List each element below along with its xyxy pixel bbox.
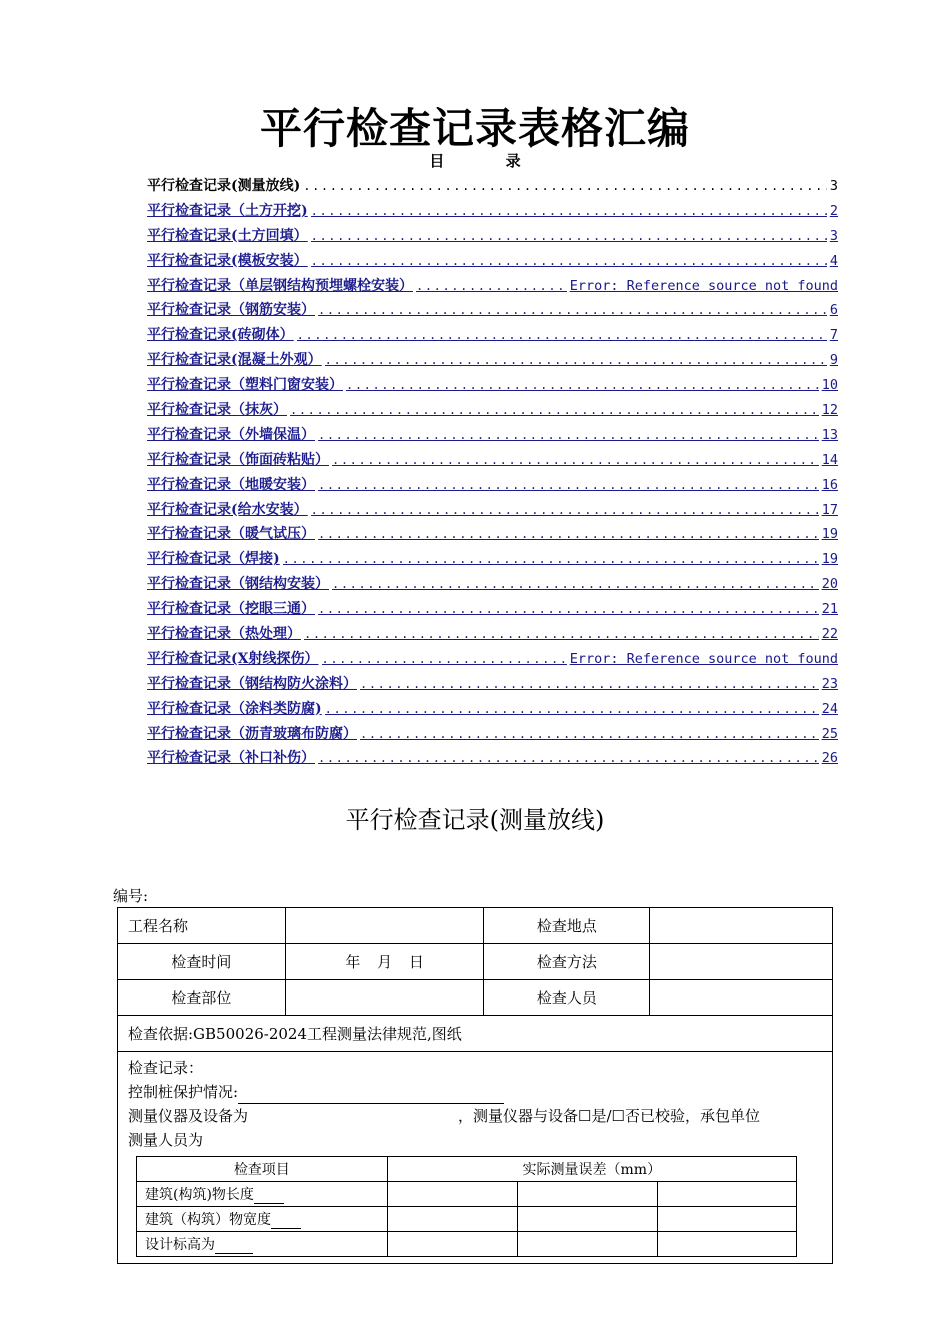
check-part-label: 检查部位 [118,980,286,1016]
check-location-field[interactable] [650,908,833,944]
toc-entry-label: 平行检查记录（补口补伤） [147,750,315,767]
toc-leader-dots [311,503,819,517]
toc-leader-dots [283,552,819,566]
toc-entry-label: 平行检查记录(混凝土外观） [147,352,322,369]
toc-entry-link[interactable] [147,698,838,723]
toc-entry-link[interactable] [147,349,838,374]
toc-leader-dots [311,229,827,243]
toc-leader-dots [318,303,827,317]
project-name-field[interactable] [285,908,484,944]
table-cell[interactable] [658,1207,797,1232]
toc-entry-link[interactable] [147,499,838,524]
check-method-label: 检查方法 [484,944,650,980]
toc-entry-link[interactable] [147,374,838,399]
toc-entry-page: 12 [821,402,838,419]
toc-leader-dots [311,204,827,218]
toc-entry-link[interactable] [147,673,838,698]
toc-entry-link[interactable] [147,399,838,424]
toc-leader-dots [318,602,819,616]
table-row [137,1232,797,1257]
toc-entry-page: 24 [821,700,838,717]
toc-entry-page: Error: Reference source not found [569,650,838,667]
toc-entry-page: 10 [821,377,838,394]
table-cell[interactable] [658,1232,797,1257]
toc-leader-dots [318,428,819,442]
table-cell[interactable] [518,1207,658,1232]
row-label: 设计标高为 [137,1232,388,1257]
elevation-value-field[interactable] [215,1239,253,1254]
surveyor-label: 测量人员为 [128,1131,204,1149]
toc-leader-dots [325,702,819,716]
toc-leader-dots [304,627,819,641]
check-date-field[interactable]: 年 月 日 [285,944,484,980]
toc-entry-label: 平行检查记录（钢筋安装） [147,302,315,319]
toc-entry-page: 6 [829,302,838,319]
toc-entry-label: 平行检查记录（地暖安装） [147,476,315,493]
toc-entry-label: 平行检查记录（土方开挖) [147,202,308,219]
toc-entry-label: 平行检查记录（钢结构防火涂料） [147,675,357,692]
toc-entry-page: 26 [821,750,838,767]
toc-entry-link[interactable] [147,474,838,499]
toc-entry-label: 平行检查记录(测量放线) [147,178,301,194]
check-method-field[interactable] [650,944,833,980]
toc-entry-link[interactable] [147,250,838,275]
toc-entry-label: 平行检查记录（抹灰） [147,402,287,419]
check-time-label: 检查时间 [118,944,286,980]
width-value-field[interactable] [271,1214,301,1229]
toc-entry-label: 平行检查记录（涂料类防腐) [147,700,322,717]
table-cell[interactable] [387,1182,518,1207]
toc-entry-page: 22 [821,626,838,643]
table-row [137,1207,797,1232]
measurement-table [136,1156,797,1257]
toc-leader-dots [318,527,819,541]
inspector-label: 检查人员 [484,980,650,1016]
table-cell[interactable] [518,1232,658,1257]
document-title: 平行检查记录表格汇编 [259,104,690,153]
toc-entry-label: 平行检查记录（热处理） [147,626,301,643]
toc-entry-label: 平行检查记录（钢结构安装） [147,576,329,593]
toc-entry-label: 平行检查记录（沥青玻璃布防腐） [147,725,357,742]
toc-entry-page: 19 [821,526,838,543]
inspector-field[interactable] [650,980,833,1016]
toc-entry-link[interactable] [147,648,838,673]
check-part-field[interactable] [285,980,484,1016]
toc-entry-page: 19 [821,551,838,568]
col-header-item: 检查项目 [137,1157,388,1182]
toc-leader-dots [290,403,819,417]
toc-entry-page: 13 [821,426,838,443]
instrument-line [128,1104,822,1128]
check-location-label: 检查地点 [484,908,650,944]
toc-entry-link[interactable] [147,449,838,474]
toc-entry-label: 平行检查记录（外墙保温） [147,426,315,443]
toc-leader-dots [346,378,819,392]
col-header-error: 实际测量误差（mm） [387,1157,796,1182]
toc-entry-page: Error: Reference source not found [569,277,838,294]
toc-entry-link[interactable] [147,275,838,300]
toc-entry-page: 3 [829,227,838,244]
toc-entry-label: 平行检查记录(土方回填） [147,227,308,244]
toc-entry-page: 14 [821,451,838,468]
table-row [137,1182,797,1207]
table-cell[interactable] [387,1207,518,1232]
toc-leader-dots [318,751,819,765]
stake-protection-field[interactable] [238,1085,504,1104]
toc-entry-label: 平行检查记录（暖气试压） [147,526,315,543]
toc-entry-label: 平行检查记录（饰面砖粘贴） [147,451,329,468]
toc-entry-page: 16 [821,476,838,493]
toc-entry-label: 平行检查记录（挖眼三通） [147,601,315,618]
section-title: 平行检查记录(测量放线) [345,806,605,834]
toc-entry-link[interactable] [147,200,838,225]
toc-entry-page: 3 [829,178,838,194]
toc-leader-dots [311,254,827,268]
instrument-label: 测量仪器及设备为 [128,1107,249,1125]
toc-entry-link[interactable] [147,324,838,349]
toc-entry-link[interactable] [147,548,838,573]
toc-entry-page: 9 [829,352,838,369]
row-label: 建筑(构筑)物长度 [137,1182,388,1207]
length-value-field[interactable] [254,1189,284,1204]
toc-entry-page: 2 [829,202,838,219]
toc-entry-page: 25 [821,725,838,742]
toc-leader-dots [360,677,819,691]
toc-entry-label: 平行检查记录(给水安装） [147,501,308,518]
toc-leader-dots [360,727,819,741]
toc-entry-label: 平行检查记录(模板安装） [147,252,308,269]
toc-leader-dots [303,179,827,193]
toc-entry-link[interactable] [147,723,838,748]
toc-entry-link[interactable] [147,573,838,598]
toc-entry-label: 平行检查记录（焊接) [147,551,280,568]
stake-protection-label: 控制桩保护情况: [128,1083,239,1101]
toc-entry-page: 17 [821,501,838,518]
check-basis: 检查依据:GB50026-2024工程测量法律规范,图纸 [118,1016,833,1052]
toc-leader-dots [332,453,819,467]
toc-entry-label: 平行检查记录(X射线探伤） [147,650,319,667]
toc-entry-link[interactable] [147,598,838,623]
toc-entry-link[interactable] [147,299,838,324]
toc-entry-page: 4 [829,252,838,269]
toc-leader-dots [332,577,819,591]
toc-leader-dots [325,353,827,367]
toc-leader-dots [322,652,567,666]
toc-entry-page: 7 [829,327,838,344]
instrument-calibration-text: ，测量仪器与设备☐是/☐否已校验，承包单位 [458,1107,760,1125]
project-name-label: 工程名称 [118,908,286,944]
toc-entry-link[interactable] [147,225,838,250]
toc-entry[interactable] [147,175,838,200]
toc-leader-dots [297,328,827,342]
table-of-contents [147,175,838,772]
record-label: 检查记录： [128,1059,204,1077]
inspection-form [117,907,833,1264]
serial-number-label: 编号: [113,887,149,905]
toc-entry-page: 21 [821,601,838,618]
table-cell[interactable] [518,1182,658,1207]
toc-entry-link[interactable] [147,523,838,548]
toc-entry-label: 平行检查记录（单层钢结构预埋螺栓安装） [147,277,413,294]
stake-protection-line [128,1080,822,1104]
row-label: 建筑（构筑）物宽度 [137,1207,388,1232]
toc-entry-page: 20 [821,576,838,593]
toc-entry-link[interactable] [147,747,838,772]
table-cell[interactable] [387,1232,518,1257]
toc-entry-page: 23 [821,675,838,692]
toc-entry-label: 平行检查记录（塑料门窗安装） [147,377,343,394]
toc-entry-link[interactable] [147,424,838,449]
toc-leader-dots [416,279,567,293]
toc-heading: 目 录 [429,152,549,170]
toc-entry-label: 平行检查记录(砖砌体） [147,327,294,344]
table-cell[interactable] [658,1182,797,1207]
check-record-block [118,1052,833,1264]
toc-entry-link[interactable] [147,623,838,648]
toc-leader-dots [318,478,819,492]
